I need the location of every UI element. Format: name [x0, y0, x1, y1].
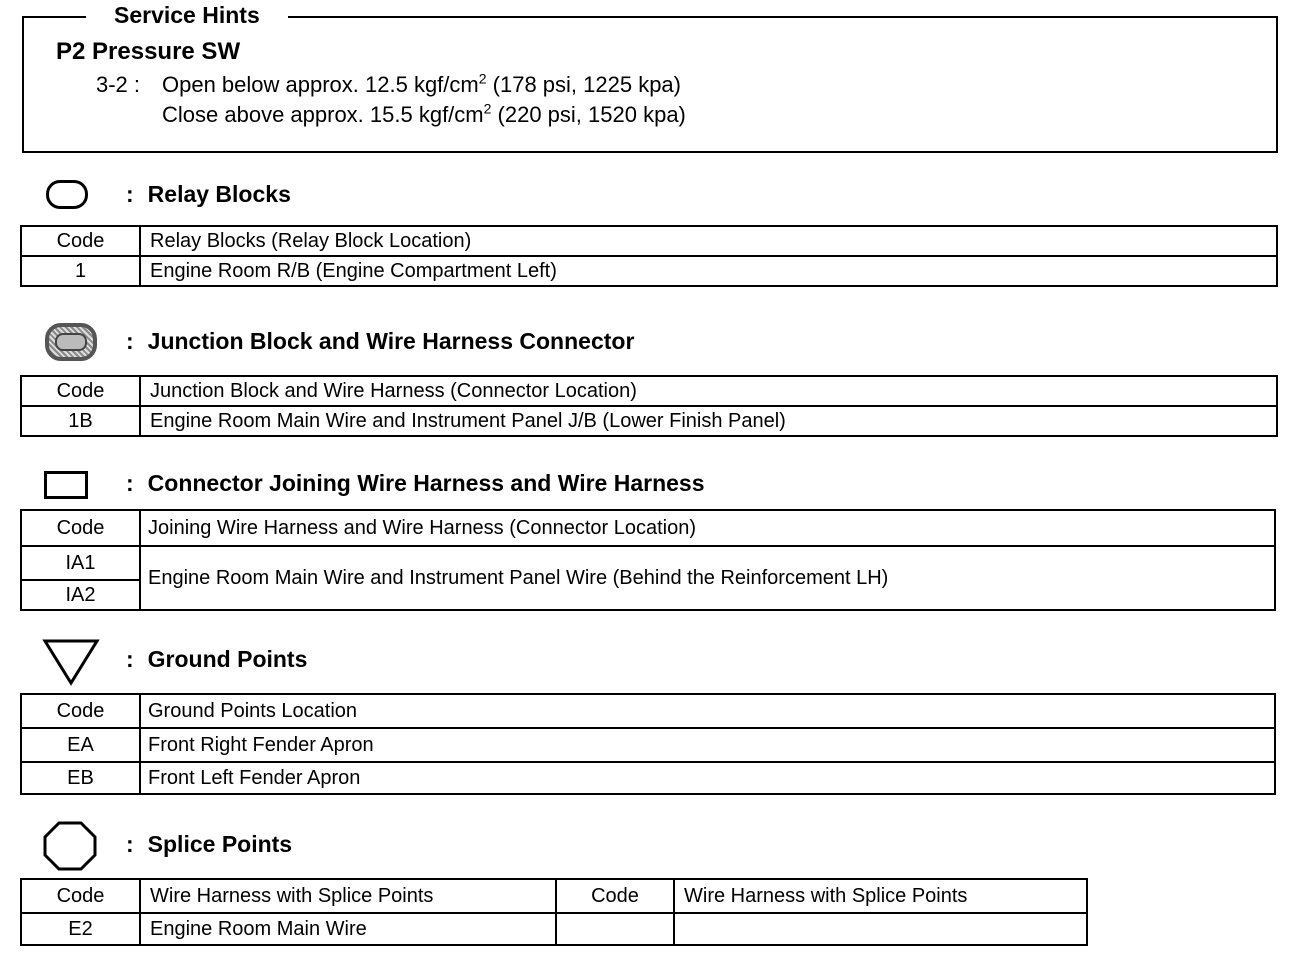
- table-cell: EA: [21, 728, 140, 762]
- table-row: [21, 546, 1275, 580]
- hint-line-open: Open below approx. 12.5 kgf/$cm^2$ (178 psi, 1225 kpa): [162, 70, 681, 97]
- table-cell: Front Left Fender Apron: [140, 762, 1275, 794]
- table-cell: Engine Room Main Wire and Instrument Panel J/B (Lower Finish Panel): [140, 406, 1277, 436]
- splice-table: [20, 878, 1088, 946]
- table-cell: Front Right Fender Apron: [140, 728, 1275, 762]
- relay-heading: : Relay Blocks: [126, 181, 291, 207]
- table-cell: Code: [556, 879, 674, 913]
- connector-heading: : Connector Joining Wire Harness and Wire Harness: [126, 470, 705, 496]
- table-cell: Joining Wire Harness and Wire Harness (Connector Location): [140, 510, 1275, 546]
- table-cell: Code: [21, 879, 140, 913]
- table-row: [21, 256, 1277, 286]
- shaded-rounded-rectangle-icon: [45, 323, 97, 361]
- table-cell: E2: [21, 913, 140, 945]
- junction-table: [20, 375, 1278, 437]
- table-cell: Engine Room Main Wire and Instrument Panel Wire (Behind the Reinforcement LH): [140, 546, 1275, 610]
- service-hints-title: Service Hints: [86, 2, 288, 29]
- table-header-row: [21, 879, 1087, 913]
- ground-heading: : Ground Points: [126, 646, 308, 672]
- hint-pin: 3-2 :: [96, 72, 141, 97]
- rectangle-icon: [44, 471, 88, 499]
- table-cell: EB: [21, 762, 140, 794]
- table-cell: IA2: [21, 580, 140, 610]
- splice-heading: : Splice Points: [126, 831, 293, 857]
- table-cell: Engine Room Main Wire: [140, 913, 556, 945]
- table-cell: Code: [21, 510, 140, 546]
- table-header-row: [21, 510, 1275, 546]
- table-cell: Ground Points Location: [140, 694, 1275, 728]
- table-header-row: [21, 376, 1277, 406]
- table-cell: Junction Block and Wire Harness (Connector Location): [140, 376, 1277, 406]
- table-cell: Code: [21, 694, 140, 728]
- table-cell: Relay Blocks (Relay Block Location): [140, 226, 1277, 256]
- hint-line-close: Close above approx. 15.5 kgf/$cm^2$ (220 psi, 1520 kpa): [162, 100, 686, 127]
- table-row: [21, 406, 1277, 436]
- table-cell: [556, 913, 674, 945]
- table-row: [21, 728, 1275, 762]
- table-header-row: [21, 694, 1275, 728]
- table-cell: Wire Harness with Splice Points: [140, 879, 556, 913]
- table-cell: Code: [21, 376, 140, 406]
- rounded-rectangle-icon: [46, 180, 88, 209]
- junction-heading: : Junction Block and Wire Harness Connector: [126, 328, 635, 354]
- table-cell: IA1: [21, 546, 140, 580]
- table-cell: 1B: [21, 406, 140, 436]
- table-cell: Code: [21, 226, 140, 256]
- table-cell: Wire Harness with Splice Points: [674, 879, 1087, 913]
- table-row: [21, 762, 1275, 794]
- hint-component: P2 Pressure SW: [56, 38, 241, 65]
- table-cell: 1: [21, 256, 140, 286]
- triangle-down-icon: [42, 638, 100, 686]
- connector-table: [20, 509, 1276, 611]
- ground-table: [20, 693, 1276, 795]
- relay-table: [20, 225, 1278, 287]
- table-cell: [674, 913, 1087, 945]
- table-cell: Engine Room R/B (Engine Compartment Left): [140, 256, 1277, 286]
- table-header-row: [21, 226, 1277, 256]
- octagon-icon: [42, 820, 98, 872]
- table-row: [21, 913, 1087, 945]
